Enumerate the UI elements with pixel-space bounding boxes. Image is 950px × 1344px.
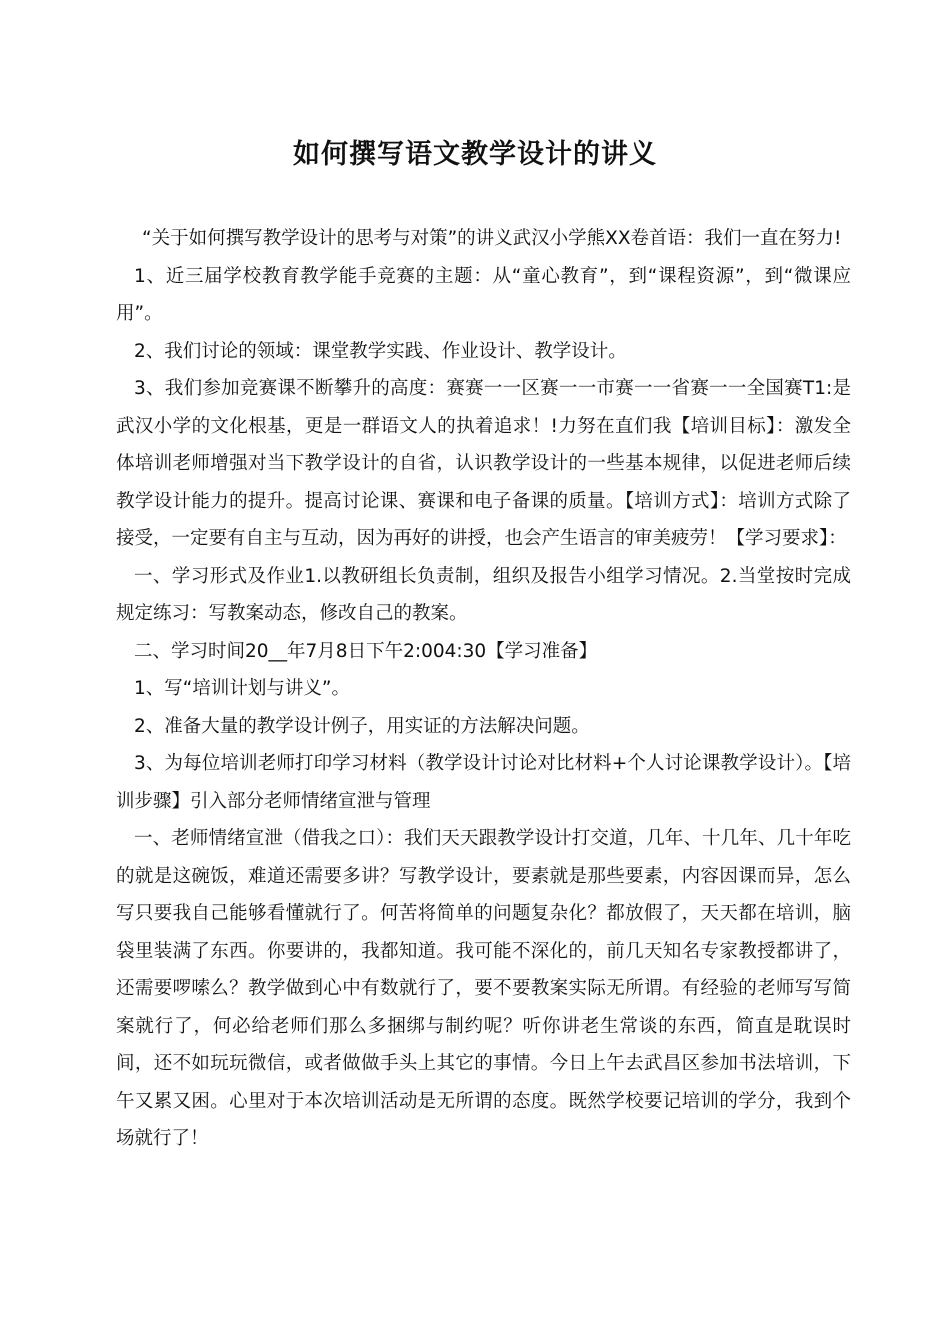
document-body <box>116 220 851 1158</box>
paragraph-prep-2: 2、准备大量的教学设计例子，用实证的方法解决问题。 <box>134 715 590 737</box>
paragraph-venting: 一、老师情绪宣泄（借我之口）：我们天天跟教学设计打交道，几年、十几年、几十年吃的就是这碗饭，难道还需要多讲？写教学设计，要素就是那些要素，内容因课而异，怎么写只要我自己能够看懂就行了。何苦将简单的问题复杂化？都放假了，天天都在培训，脑袋里装满了东西。你要讲的，我都知道。我可能不深化的，前几天知名专家教授都讲了，还需要啰嗦么？教学做到心中有数就行了，要不要教案实际无所谓。有经验的老师写写简案就行了，何必给老师们那么多捆绑与制约呢？听你讲老生常谈的东西，简直是耽误时间，还不如玩玩微信，或者做做手头上其它的事情。今日上午去武昌区参加书法培训，下午又累又困。心里对于本次培训活动是无所谓的态度。既然学校要记培训的学分，我到个场就行了！ <box>116 828 851 1149</box>
paragraph-prep-1: 1、写“培训计划与讲义”。 <box>134 678 350 699</box>
paragraph-intro: “关于如何撰写教学设计的思考与对策”的讲义武汉小学熊XX卷首语：我们一直在努力! <box>142 228 842 249</box>
paragraph-item-1: 1、近三届学校教育教学能手竞赛的主题：从“童心教育”，到“课程资源”，到“微课应用”。 <box>116 265 851 324</box>
paragraph-prep-3: 3、为每位培训老师打印学习材料（教学设计讨论对比材料+个人讨论课教学设计）。【培训步骤】引入部分老师情绪宣泄与管理 <box>116 753 851 812</box>
paragraph-study-form: 一、学习形式及作业1.以教研组长负责制，组织及报告小组学习情况。2.当堂按时完成规定练习：写教案动态，修改自己的教案。 <box>116 565 851 624</box>
paragraph-study-time: 二、学习时间20__年7月8日下午2:004:30【学习准备】 <box>134 640 598 662</box>
paragraph-item-2: 2、我们讨论的领域：课堂教学实践、作业设计、教学设计。 <box>134 340 627 362</box>
paragraph-item-3: 3、我们参加竞赛课不断攀升的高度：赛赛一一区赛一一市赛一一省赛一一全国赛T1:是武汉小学的文化根基，更是一群语文人的执着追求！!力努在直们我【培训目标】：激发全体培训老师增强对当下教学设计的自省，认识教学设计的一些基本规律，以促进老师后续教学设计能力的提升。提高讨论课、赛课和电子备课的质量。【培训方式】：培训方式除了接受，一定要有自主与互动，因为再好的讲授，也会产生语言的审美疲劳！【学习要求】： <box>116 378 851 549</box>
document-title: 如何撰写语文教学设计的讲义 <box>293 139 657 170</box>
